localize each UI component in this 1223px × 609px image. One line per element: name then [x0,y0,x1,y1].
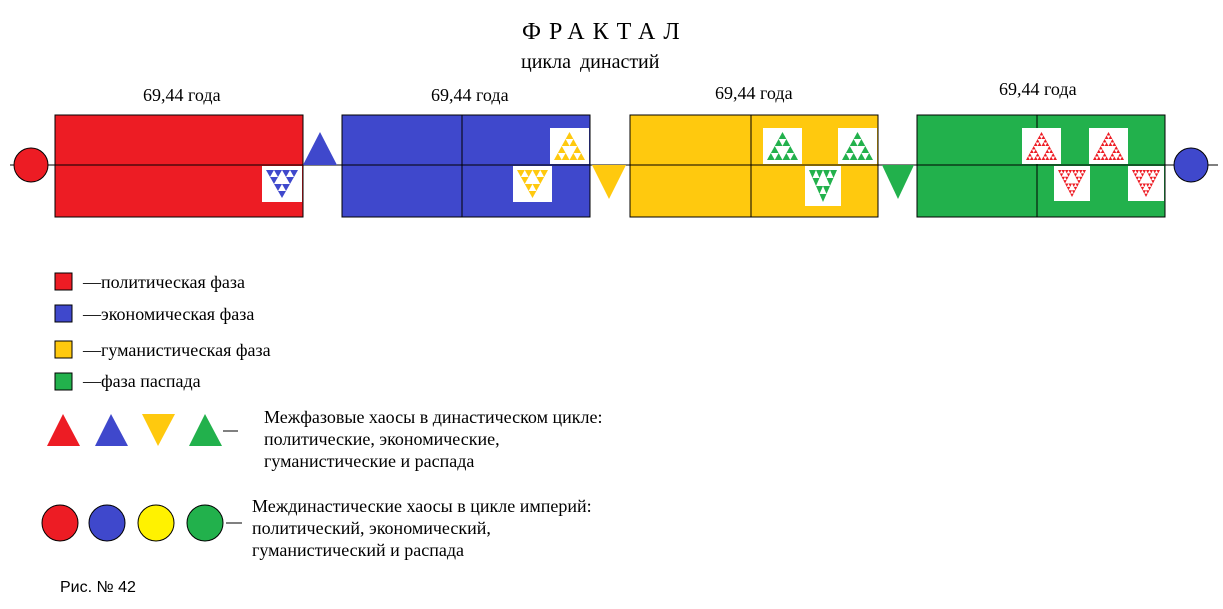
interdynastic-note-line: гуманистический и распада [252,540,465,560]
fractal-triangle-red-down [1128,166,1164,201]
legend-triangle-blue-up [95,414,128,446]
fractal-triangle-blue-down [262,166,302,202]
legend-swatch-economic [55,305,72,322]
interphase-note-line: Межфазовые хаосы в династическом цикле: [264,407,603,427]
fractal-triangle-red-down [1054,166,1090,201]
interphase-triangle-up-blue [303,132,337,165]
phase-duration-label: 69,44 года [999,79,1077,99]
legend-circle-yellow [138,505,174,541]
legend-label-humanistic: —гуманистическая фаза [83,340,271,360]
interdynastic-note-line: политический, экономический, [252,518,491,538]
end-chaos-circle [1174,148,1208,182]
legend-label-economic: —экономическая фаза [83,304,255,324]
interphase-chaos-note [264,406,602,472]
legend-triangle-yellow-down [142,414,175,446]
legend-triangle-red-up [47,414,80,446]
phase-duration-label: 69,44 года [431,85,509,105]
fractal-triangle-green-down [805,166,841,206]
interphase-note-line: политические, экономические, [264,429,500,449]
legend-swatch-humanistic [55,341,72,358]
figure-number-label: Рис. № 42 [60,579,136,596]
legend-label-political: —политическая фаза [83,272,245,292]
legend-triangle-green-up [189,414,222,446]
legend-circle-green [187,505,223,541]
start-chaos-circle [14,148,48,182]
interdynastic-note-line: Междинастические хаосы в цикле империй: [252,496,592,516]
fractal-triangle-green-up [838,128,877,164]
phase-duration-label: 69,44 года [715,83,793,103]
page-subtitle: цикла династий [521,51,660,73]
legend-swatch-decay [55,373,72,390]
fractal-triangle-yellow-down [513,166,552,202]
legend-circle-red [42,505,78,541]
legend-circle-blue [89,505,125,541]
fractal-triangle-red-up [1089,128,1128,164]
interphase-triangle-down-yellow [592,165,626,199]
phase-duration-label: 69,44 года [143,85,221,105]
fractal-triangle-yellow-up [550,128,589,164]
fractal-triangle-green-up [763,128,802,164]
legend-swatch-political [55,273,72,290]
legend-label-decay: —фаза паспада [83,371,201,391]
interphase-note-line: гуманистические и распада [264,451,475,471]
interdynastic-chaos-note [252,495,592,561]
interphase-triangle-down-green [882,165,914,199]
fractal-triangle-red-up [1022,128,1061,164]
page-title: ФРАКТАЛ [522,19,688,45]
